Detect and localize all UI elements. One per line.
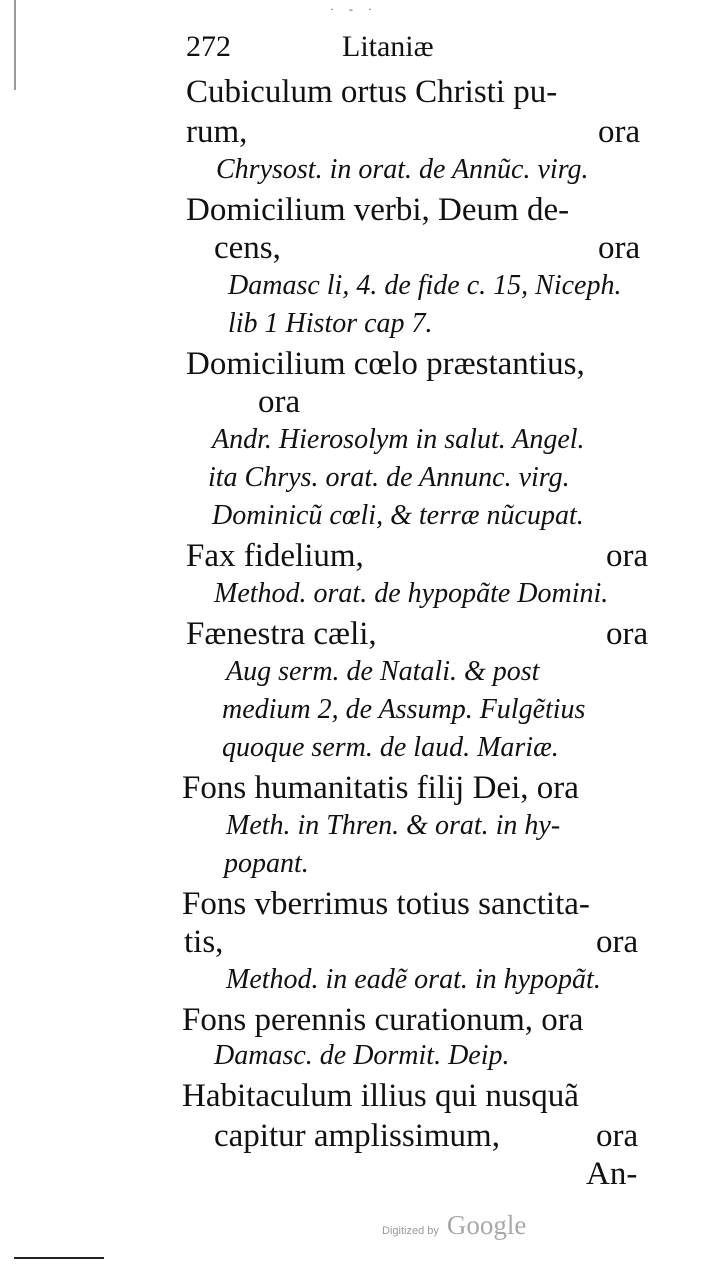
entry-continuation: capitur amplissimum, bbox=[214, 1118, 500, 1154]
citation-line: Chrysost. in orat. de Annũc. virg. bbox=[216, 154, 589, 185]
running-title: Litaniæ bbox=[342, 30, 434, 63]
top-edge-mark: · - · bbox=[330, 2, 378, 16]
ora-response: ora bbox=[606, 538, 649, 574]
entry-title: Fax fidelium, bbox=[186, 538, 364, 574]
entry-continuation: tis, bbox=[184, 924, 224, 960]
citation-line: Meth. in Thren. & orat. in hy- bbox=[226, 810, 561, 841]
entry-title: Fons humanitatis filij Dei, ora bbox=[182, 770, 579, 806]
ora-response: ora bbox=[598, 230, 641, 266]
citation-line: ita Chrys. orat. de Annunc. virg. bbox=[208, 462, 570, 493]
ora-response: ora bbox=[598, 114, 641, 150]
catchword: An- bbox=[586, 1156, 638, 1192]
ora-response: ora bbox=[596, 924, 639, 960]
citation-line: popant. bbox=[224, 848, 309, 879]
citation-line: medium 2, de Assump. Fulgẽtius bbox=[222, 694, 586, 725]
entry-title: Cubiculum ortus Christi pu- bbox=[186, 74, 558, 110]
citation-line: Aug serm. de Natali. & post bbox=[226, 656, 540, 687]
citation-line: Damasc li, 4. de fide c. 15, Niceph. bbox=[228, 270, 622, 301]
entry-title: Fænestra cæli, bbox=[186, 616, 377, 652]
citation-line: lib 1 Histor cap 7. bbox=[228, 308, 433, 339]
binding-edge-line bbox=[14, 0, 16, 90]
page-number: 272 bbox=[186, 30, 231, 63]
citation-line: Andr. Hierosolym in salut. Angel. bbox=[212, 424, 585, 455]
google-logo: Google bbox=[446, 1210, 527, 1240]
entry-continuation: rum, bbox=[186, 114, 248, 150]
digitized-label: Digitized by bbox=[382, 1225, 439, 1237]
citation-line: Damasc. de Dormit. Deip. bbox=[214, 1040, 510, 1071]
page-header bbox=[186, 30, 656, 70]
citation-line: quoque serm. de laud. Mariæ. bbox=[222, 732, 559, 763]
citation-line: Method. in eadẽ orat. in hypopãt. bbox=[226, 964, 601, 995]
entry-title: Domicilium cœlo præstantius, bbox=[186, 346, 585, 382]
entry-title: Fons vberrimus totius sanctita- bbox=[182, 886, 590, 922]
entry-title: Fons perennis curationum, ora bbox=[182, 1002, 584, 1038]
digitized-watermark bbox=[382, 1210, 526, 1241]
ora-response: ora bbox=[606, 616, 649, 652]
entry-title: Domicilium verbi, Deum de- bbox=[186, 192, 570, 228]
citation-line: Dominicũ cœli, & terræ nũcupat. bbox=[212, 500, 584, 531]
entry-title: Habitaculum illius qui nusquã bbox=[182, 1078, 579, 1114]
entry-continuation: ora bbox=[258, 384, 301, 420]
citation-line: Method. orat. de hypopãte Domini. bbox=[214, 578, 609, 609]
ora-response: ora bbox=[596, 1118, 639, 1154]
footer-rule bbox=[14, 1257, 104, 1259]
entry-continuation: cens, bbox=[214, 230, 281, 266]
